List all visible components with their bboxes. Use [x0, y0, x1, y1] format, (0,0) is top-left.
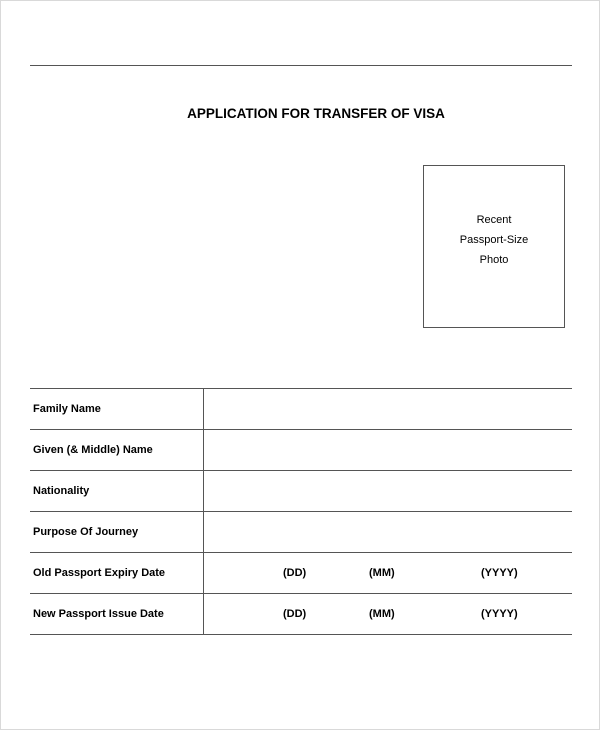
- top-divider: [30, 65, 572, 66]
- table-row: [30, 430, 572, 471]
- field-input-old-passport-expiry[interactable]: [204, 553, 573, 594]
- photo-caption-line: Passport-Size: [459, 234, 529, 246]
- photo-placeholder-box: [423, 165, 565, 328]
- date-month-placeholder: (MM): [369, 567, 395, 579]
- field-input-family-name[interactable]: [204, 389, 573, 430]
- table-row: [30, 389, 572, 430]
- date-month-placeholder: (MM): [369, 608, 395, 620]
- field-label-purpose: Purpose Of Journey: [30, 512, 204, 553]
- table-row: [30, 471, 572, 512]
- field-label-family-name: Family Name: [30, 389, 204, 430]
- date-year-placeholder: (YYYY): [481, 608, 518, 620]
- field-input-purpose[interactable]: [204, 512, 573, 553]
- photo-caption: [424, 210, 564, 270]
- field-label-new-passport-issue: New Passport Issue Date: [30, 594, 204, 635]
- photo-caption-line: Recent: [476, 214, 512, 226]
- table-row: [30, 512, 572, 553]
- application-form-table: [30, 388, 572, 635]
- table-row: [30, 553, 572, 594]
- field-input-given-name[interactable]: [204, 430, 573, 471]
- date-day-placeholder: (DD): [283, 608, 307, 620]
- field-label-nationality: Nationality: [30, 471, 204, 512]
- form-title: APPLICATION FOR TRANSFER OF VISA: [187, 106, 445, 121]
- date-year-placeholder: (YYYY): [481, 567, 518, 579]
- photo-caption-line: Photo: [479, 254, 509, 266]
- field-label-given-name: Given (& Middle) Name: [30, 430, 204, 471]
- table-row: [30, 594, 572, 635]
- field-input-new-passport-issue[interactable]: [204, 594, 573, 635]
- field-label-old-passport-expiry: Old Passport Expiry Date: [30, 553, 204, 594]
- date-day-placeholder: (DD): [283, 567, 307, 579]
- field-input-nationality[interactable]: [204, 471, 573, 512]
